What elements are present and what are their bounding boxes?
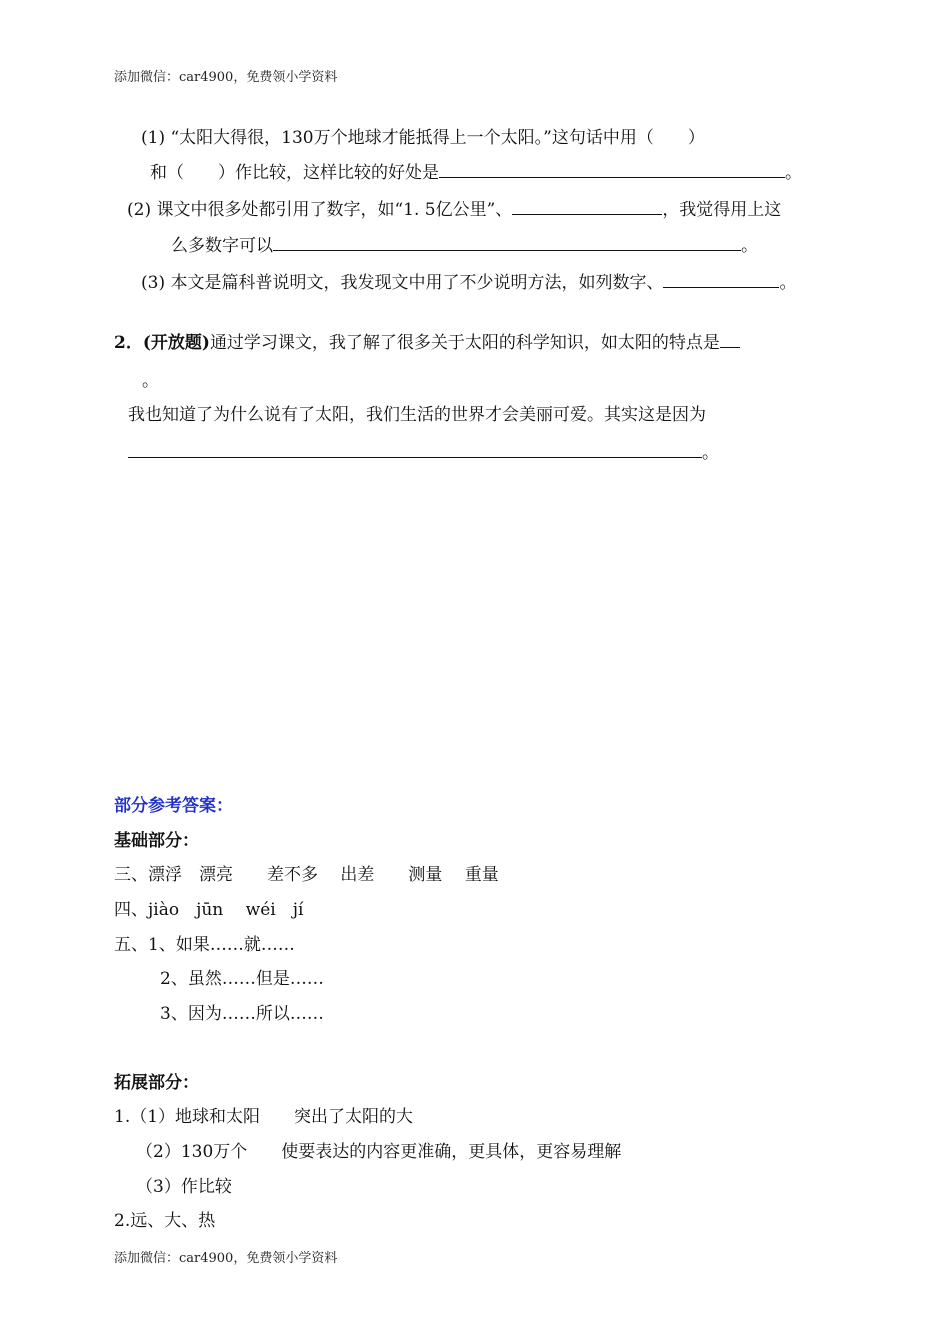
- answer-blank[interactable]: [512, 198, 662, 215]
- answer-si: 四、jiào jūn wéi jí: [114, 900, 304, 920]
- q2-line1-period: 。: [142, 371, 159, 391]
- q1-part2-line1: [127, 195, 781, 220]
- answer-wu-1: 五、1、如果……就……: [114, 935, 295, 955]
- q1-part2-line2: [171, 231, 758, 256]
- q2-line2: 我也知道了为什么说有了太阳，我们生活的世界才会美丽可爱。其实这是因为: [128, 405, 706, 425]
- answer-ext-3: （3）作比较: [136, 1177, 232, 1197]
- period: 。: [785, 163, 802, 183]
- answer-blank[interactable]: [720, 331, 740, 348]
- answer-blank[interactable]: [663, 271, 779, 288]
- answer-wu-3: 3、因为……所以……: [160, 1004, 324, 1024]
- page-footer: 添加微信：car4900，免费领小学资料: [114, 1251, 338, 1266]
- q2-line3: [128, 438, 719, 463]
- q1-part2-line1-tail: ，我觉得用上这: [662, 200, 782, 220]
- q2-line1: [114, 328, 740, 353]
- q2-line1-text: 通过学习课文，我了解了很多关于太阳的科学知识，如太阳的特点是: [209, 333, 720, 353]
- q1-part1-line1: (1) “太阳大得很，130万个地球才能抵得上一个太阳。”这句话中用（ ）: [141, 128, 705, 148]
- q1-part1-line2: [150, 158, 802, 183]
- extension-section-title: 拓展部分：: [114, 1073, 199, 1093]
- q2-number: 2．: [114, 333, 143, 353]
- answer-ext-2: （2）130万个 使要表达的内容更准确，更具体，更容易理解: [136, 1142, 622, 1162]
- q1-part2-line2-text: 么多数字可以: [171, 236, 273, 256]
- answer-blank[interactable]: [439, 161, 785, 178]
- basic-section-title: 基础部分：: [114, 831, 199, 851]
- answers-title: 部分参考答案：: [114, 796, 233, 816]
- answer-blank[interactable]: [128, 441, 702, 458]
- answer-blank[interactable]: [273, 234, 741, 251]
- q1-part3-text: (3) 本文是篇科普说明文，我发现文中用了不少说明方法，如列数字、: [141, 273, 664, 293]
- q1-part1-line2-text: 和（ ）作比较，这样比较的好处是: [150, 163, 439, 183]
- period: 。: [702, 443, 719, 463]
- q2-open-tag: (开放题): [142, 333, 210, 353]
- answer-ext-4: 2.远、大、热: [114, 1211, 216, 1231]
- answer-wu-2: 2、虽然……但是……: [160, 969, 324, 989]
- answer-ext-1: 1.（1）地球和太阳 突出了太阳的大: [114, 1107, 414, 1127]
- period: 。: [779, 273, 797, 293]
- period: 。: [741, 236, 758, 256]
- q1-part3: [141, 268, 796, 293]
- page-header: 添加微信：car4900，免费领小学资料: [114, 70, 338, 85]
- answer-san: 三、漂浮 漂亮 差不多 出差 测量 重量: [114, 865, 499, 885]
- q1-part2-line1-text: (2) 课文中很多处都引用了数字，如“1. 5亿公里”、: [127, 200, 513, 220]
